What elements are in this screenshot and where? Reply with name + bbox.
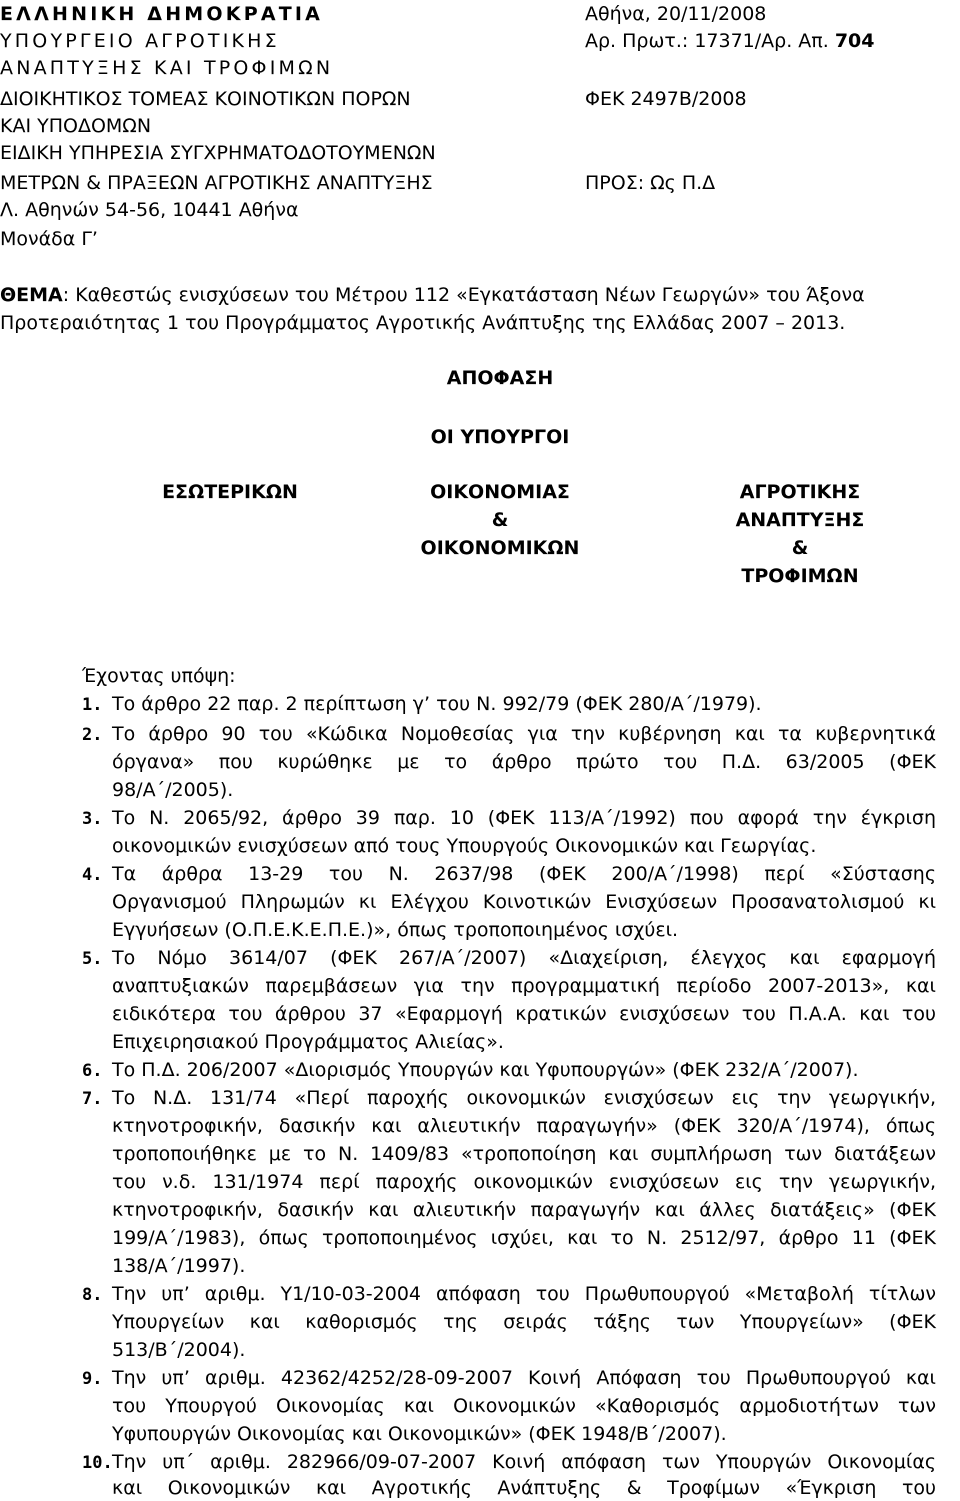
subject-text: : Καθεστώς ενισχύσεων του Μέτρου 112 «Εγκατάσταση Νέων Γεωργών» του Άξονα: [62, 284, 865, 306]
item-text: Το Νόμο 3614/07 (ΦΕΚ 267/Α΄/2007) «Διαχείριση, έλεγχος και εφαρμογή: [112, 947, 936, 969]
item-number: 3.: [82, 809, 103, 829]
subject-line-2: Προτεραιότητας 1 του Προγράμματος Αγροτικής Ανάπτυξης της Ελλάδας 2007 – 2013.: [0, 312, 846, 334]
list-item: [82, 946, 112, 971]
item-text: Εγγυήσεων (Ο.Π.Ε.Κ.Ε.Π.Ε.)», όπως τροποποιημένος ισχύει.: [112, 919, 679, 941]
item-text: του ν.δ. 131/1974 περί παροχής οικονομικών ενισχύσεων εις την γεωργικήν,: [112, 1171, 936, 1193]
item-text: Την υπ’ αριθμ. Υ1/10-03-2004 απόφαση του Πρωθυπουργού «Μεταβολή τίτλων: [112, 1283, 936, 1305]
ministers-title: ΟΙ ΥΠΟΥΡΓΟΙ: [430, 426, 570, 448]
item-number: 5.: [82, 949, 103, 969]
item-text: όργανα» που κυρώθηκε με το άρθρο πρώτο του Π.Δ. 63/2005 (ΦΕΚ: [112, 751, 936, 773]
recipient: ΠΡΟΣ: Ως Π.Δ: [585, 172, 716, 194]
issuer-line: ΚΑΙ ΥΠΟΔΟΜΩΝ: [0, 115, 152, 137]
minister-economy-amp: &: [491, 509, 509, 531]
item-text: οικονομικών ενισχύσεων από τους Υπουργούς Οικονομικών και Γεωργίας.: [112, 835, 817, 857]
issuer-line: ΕΙΔΙΚΗ ΥΠΗΡΕΣΙΑ ΣΥΓΧΡΗΜΑΤΟΔΟΤΟΥΜΕΝΩΝ: [0, 142, 436, 164]
issuer-line: ΑΝΑΠΤΥΞΗΣ ΚΑΙ ΤΡΟΦΙΜΩΝ: [0, 57, 334, 79]
item-text: 138/Α΄/1997).: [112, 1255, 246, 1277]
gazette-reference: ΦΕΚ 2497Β/2008: [585, 88, 747, 110]
issuer-line: ΜΕΤΡΩΝ & ΠΡΑΞΕΩΝ ΑΓΡΟΤΙΚΗΣ ΑΝΑΠΤΥΞΗΣ: [0, 172, 433, 194]
list-item: [82, 1450, 112, 1475]
minister-agriculture-amp: &: [791, 537, 809, 559]
item-text: του Υπουργού Οικονομίας και Οικονομικών «Καθορισμός αρμοδιοτήτων των: [112, 1395, 936, 1417]
item-text: Την υπ’ αριθμ. 42362/4252/28-09-2007 Κοινή Απόφαση του Πρωθυπουργού και: [112, 1367, 936, 1389]
item-text: Το Ν.Δ. 131/74 «Περί παροχής οικονομικών ενισχύσεων εις την γεωργικήν,: [112, 1087, 936, 1109]
item-text: κτηνοτροφικήν, δασικήν και αλιευτικήν παραγωγήν και άλλες διατάξεις» (ΦΕΚ: [112, 1199, 936, 1221]
item-text: 98/Α΄/2005).: [112, 779, 234, 801]
list-item: [82, 1282, 112, 1307]
list-item: [82, 692, 932, 717]
protocol-number: [585, 29, 875, 53]
subject-label: ΘΕΜΑ: [0, 284, 63, 306]
item-number: 10.: [82, 1453, 113, 1473]
item-text: τροποποιήθηκε με το Ν. 1409/83 «τροποποίηση και συμπλήρωση των διατάξεων: [112, 1143, 936, 1165]
decision-title: ΑΠΟΦΑΣΗ: [446, 367, 554, 389]
minister-agriculture: ΑΓΡΟΤΙΚΗΣ: [739, 481, 861, 503]
list-item: [82, 1086, 112, 1111]
considering-heading: Έχοντας υπόψη:: [82, 665, 236, 687]
list-item: [82, 806, 112, 831]
issuer-line: ΔΙΟΙΚΗΤΙΚΟΣ ΤΟΜΕΑΣ ΚΟΙΝΟΤΙΚΩΝ ΠΟΡΩΝ: [0, 88, 411, 110]
protocol-id: 704: [834, 30, 875, 52]
issuer-line: ΕΛΛΗΝΙΚΗ ΔΗΜΟΚΡΑΤΙΑ: [0, 3, 324, 25]
document-date: Αθήνα, 20/11/2008: [585, 3, 767, 25]
minister-development: ΑΝΑΠΤΥΞΗΣ: [735, 509, 865, 531]
item-number: 2.: [82, 725, 103, 745]
item-text: Το Ν. 2065/92, άρθρο 39 παρ. 10 (ΦΕΚ 113/Α΄/1992) που αφορά την έγκριση: [112, 807, 936, 829]
item-text: Υπουργείων και καθορισμός της σειράς τάξης των Υπουργείων» (ΦΕΚ: [112, 1311, 936, 1333]
list-item: [82, 1058, 112, 1083]
item-number: 8.: [82, 1285, 103, 1305]
item-number: 1.: [82, 695, 103, 715]
subject-line-1: [0, 283, 865, 307]
item-number: 9.: [82, 1369, 103, 1389]
item-text: ειδικότερα του άρθρου 37 «Εφαρμογή κρατικών ενισχύσεων του Π.Α.Α. και του: [112, 1003, 936, 1025]
item-text: Το Π.Δ. 206/2007 «Διορισμός Υπουργών και Υφυπουργών» (ΦΕΚ 232/Α΄/2007).: [112, 1059, 859, 1081]
protocol-prefix: Αρ. Πρωτ.: 17371/Αρ. Απ.: [585, 30, 829, 52]
item-text: αναπτυξιακών παρεμβάσεων για την προγραμματική περίοδο 2007-2013», και: [112, 975, 936, 997]
minister-economy: ΟΙΚΟΝΟΜΙΑΣ: [430, 481, 570, 503]
item-text: 513/Β΄/2004).: [112, 1339, 246, 1361]
list-item: [82, 862, 112, 887]
issuer-unit: Μονάδα Γ’: [0, 228, 98, 250]
item-text: Επιχειρησιακού Προγράμματος Αλιείας».: [112, 1031, 504, 1053]
item-number: 6.: [82, 1061, 103, 1081]
item-text: και Οικονομικών και Αγροτικής Ανάπτυξης & Τροφίμων «Έγκριση του: [112, 1477, 936, 1499]
issuer-line: ΥΠΟΥΡΓΕΙΟ ΑΓΡΟΤΙΚΗΣ: [0, 30, 280, 52]
issuer-address: Λ. Αθηνών 54-56, 10441 Αθήνα: [0, 199, 299, 221]
list-item: [82, 722, 112, 747]
item-number: 7.: [82, 1089, 103, 1109]
minister-food: ΤΡΟΦΙΜΩΝ: [741, 565, 859, 587]
item-text: κτηνοτροφικήν, δασικήν και αλιευτικήν παραγωγήν» (ΦΕΚ 320/Α΄/1974), όπως: [112, 1115, 936, 1137]
item-text: Την υπ΄ αριθμ. 282966/09-07-2007 Κοινή απόφαση των Υπουργών Οικονομίας: [112, 1451, 936, 1473]
item-number: 4.: [82, 865, 103, 885]
item-text: Οργανισμού Πληρωμών κι Ελέγχου Κοινοτικών Ενισχύσεων Προσανατολισμού κι: [112, 891, 936, 913]
minister-finance: ΟΙΚΟΝΟΜΙΚΩΝ: [420, 537, 580, 559]
item-text: Το άρθρο 22 παρ. 2 περίπτωση γ’ του Ν. 992/79 (ΦΕΚ 280/Α΄/1979).: [112, 693, 762, 715]
item-text: Υφυπουργών Οικονομίας και Οικονομικών» (ΦΕΚ 1948/Β΄/2007).: [112, 1423, 727, 1445]
minister-interior: ΕΣΩΤΕΡΙΚΩΝ: [162, 481, 298, 503]
list-item: [82, 1366, 112, 1391]
item-text: Το άρθρο 90 του «Κώδικα Νομοθεσίας για την κυβέρνηση και τα κυβερνητικά: [112, 723, 936, 745]
item-text: Τα άρθρα 13-29 του Ν. 2637/98 (ΦΕΚ 200/Α΄/1998) περί «Σύστασης: [112, 863, 936, 885]
item-text: 199/Α΄/1983), όπως τροποποιημένος ισχύει, και το Ν. 2512/97, άρθρο 11 (ΦΕΚ: [112, 1227, 936, 1249]
